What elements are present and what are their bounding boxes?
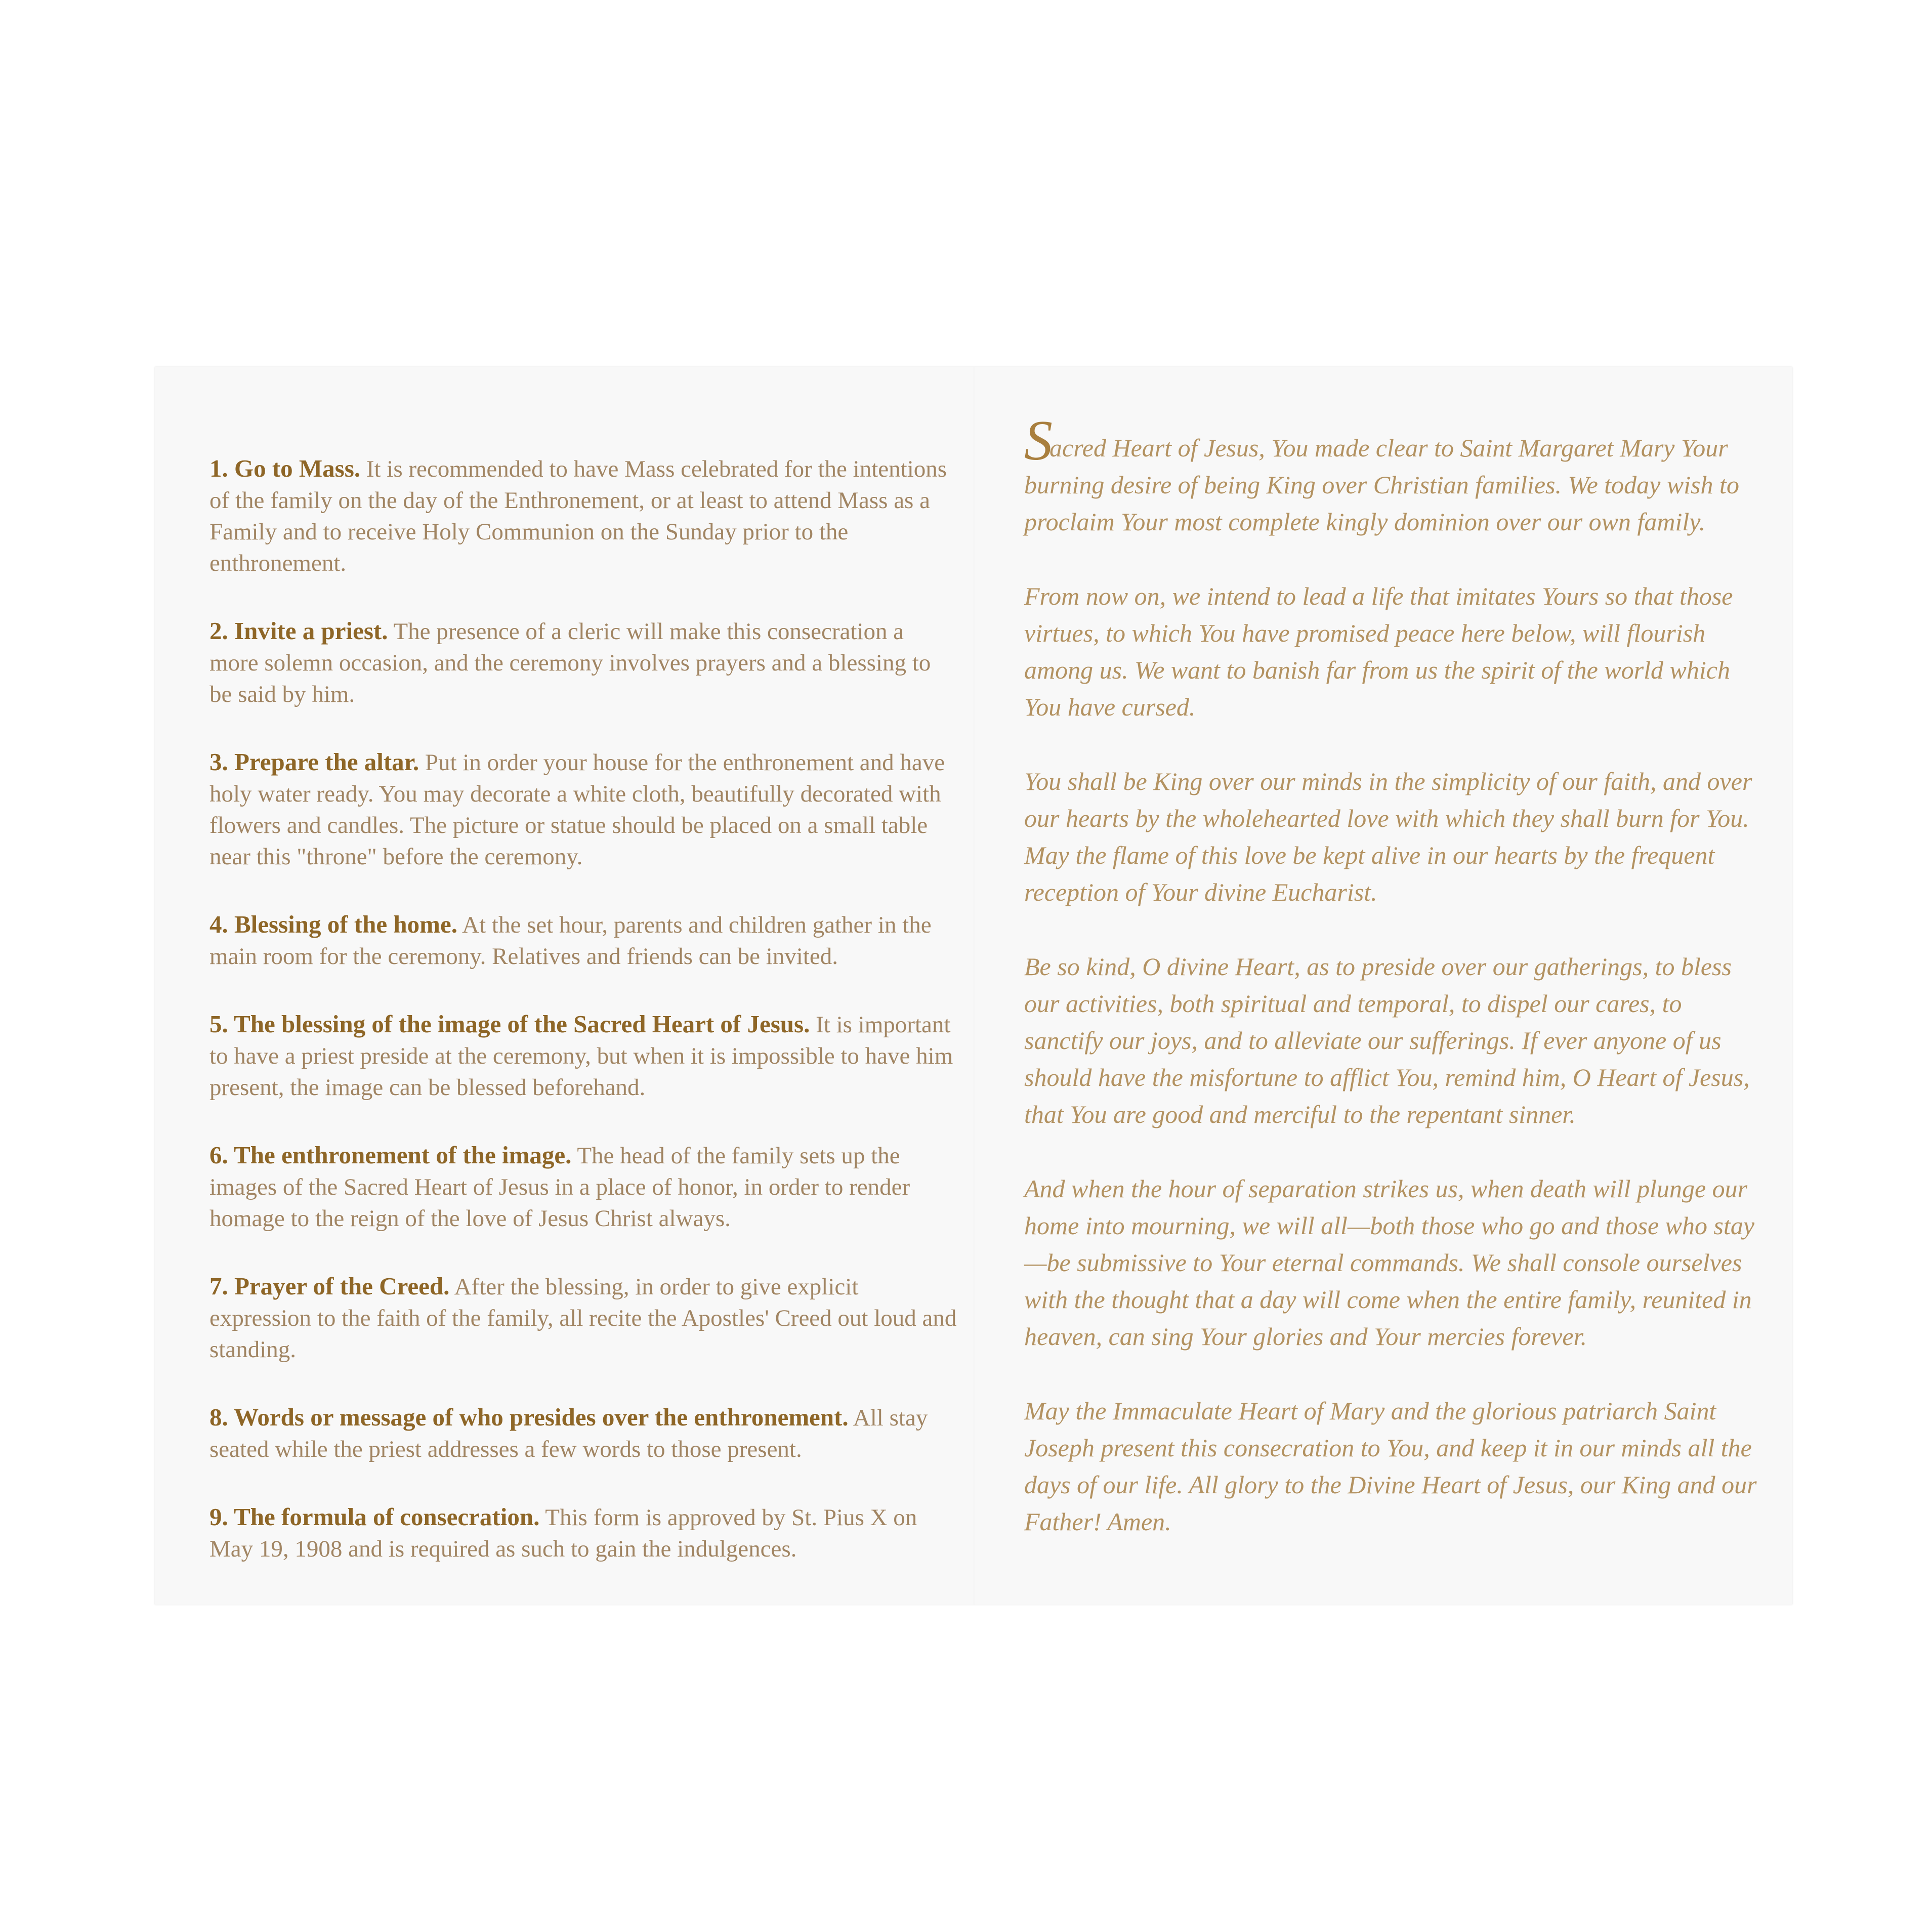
step-heading: 4. Blessing of the home. bbox=[209, 910, 457, 938]
instructions-panel bbox=[209, 367, 958, 1605]
step-text: The presence of a cleric will make this consecration a more solemn occasion, and the ceremony involves prayers and a blessing to be said by him. bbox=[209, 618, 931, 707]
step-heading: 2. Invite a priest. bbox=[209, 617, 388, 645]
step-text: It is recommended to have Mass celebrated for the intentions of the family on the day of the Enthronement, or at least to attend Mass as a Family and to receive Holy Communion on the Sunday prior to the enthronement. bbox=[209, 456, 947, 576]
prayer-paragraph-6: May the Immaculate Heart of Mary and the glorious patriarch Saint Joseph present this consecration to You, and keep it in our minds all the days of our life. All glory to the Divine Heart of Jesus, our King and our Father! Amen. bbox=[1024, 1397, 1757, 1536]
step-9 bbox=[209, 1501, 958, 1565]
step-7 bbox=[209, 1271, 958, 1365]
prayer-text: acred Heart of Jesus, You made clear to Saint Margaret Mary Your burning desire of being King over Christian families. We today wish to proclaim Your most complete kingly dominion over our own family. bbox=[1024, 434, 1739, 536]
step-5 bbox=[209, 1009, 958, 1103]
step-1 bbox=[209, 453, 958, 579]
step-heading: 3. Prepare the altar. bbox=[209, 748, 419, 776]
step-heading: 9. The formula of consecration. bbox=[209, 1503, 540, 1531]
step-text: This form is approved by St. Pius X on May 19, 1908 and is required as such to gain the indulgences. bbox=[209, 1504, 917, 1562]
step-text: At the set hour, parents and children gather in the main room for the ceremony. Relatives and friends can be invited. bbox=[209, 912, 932, 970]
step-8 bbox=[209, 1402, 958, 1465]
step-text: After the blessing, in order to give explicit expression to the faith of the family, all recite the Apostles' Creed out loud and standing. bbox=[209, 1274, 957, 1363]
prayer-paragraph-5: And when the hour of separation strikes us, when death will plunge our home into mourning, we will all—both those who go and those who stay—be submissive to Your eternal commands. We shall console ourselves with the thought that a day will come when the entire family, reunited in heaven, can sing Your glories and Your mercies forever. bbox=[1024, 1174, 1755, 1351]
prayer-paragraph-2: From now on, we intend to lead a life that imitates Yours so that those virtues, to which You have promised peace here below, will flourish among us. We want to banish far from us the spirit of the world which You have cursed. bbox=[1024, 582, 1733, 721]
step-heading: 1. Go to Mass. bbox=[209, 454, 361, 482]
step-heading: 8. Words or message of who presides over the enthronement. bbox=[209, 1403, 849, 1431]
step-text: All stay seated while the priest addresses a few words to those present. bbox=[209, 1405, 928, 1462]
prayer-card bbox=[155, 367, 1792, 1605]
step-heading: 6. The enthronement of the image. bbox=[209, 1141, 572, 1169]
step-text: It is important to have a priest preside at the ceremony, but when it is impossible to have him present, the image can be blessed beforehand. bbox=[209, 1012, 953, 1101]
step-4 bbox=[209, 909, 958, 972]
step-heading: 5. The blessing of the image of the Sacred Heart of Jesus. bbox=[209, 1010, 810, 1038]
card-fold bbox=[974, 367, 975, 1605]
step-heading: 7. Prayer of the Creed. bbox=[209, 1272, 450, 1300]
decorative-initial: S bbox=[1024, 409, 1053, 472]
step-text: The head of the family sets up the images of the Sacred Heart of Jesus in a place of honor, in order to render homage to the reign of the love of Jesus Christ always. bbox=[209, 1143, 910, 1232]
prayer-paragraph-3: You shall be King over our minds in the simplicity of our faith, and over our hearts by the wholehearted love with which they shall burn for You. May the flame of this love be kept alive in our hearts by the frequent reception of Your divine Eucharist. bbox=[1024, 767, 1752, 906]
consecration-prayer-panel bbox=[1024, 367, 1763, 1605]
step-6 bbox=[209, 1140, 958, 1234]
prayer-paragraph-4: Be so kind, O divine Heart, as to preside over our gatherings, to bless our activities, both spiritual and temporal, to dispel our cares, to sanctify our joys, and to alleviate our sufferings. If ever anyone of us should have the misfortune to afflict You, remind him, O Heart of Jesus, that You are good and merciful to the repentant sinner. bbox=[1024, 952, 1750, 1128]
step-text: Put in order your house for the enthronement and have holy water ready. You may decorate a white cloth, beautifully decorated with flowers and candles. The picture or statue should be placed on a small table near this "throne" before the ceremony. bbox=[209, 749, 945, 870]
prayer-paragraph-1 bbox=[1024, 409, 1763, 540]
step-3 bbox=[209, 746, 958, 872]
step-2 bbox=[209, 615, 958, 710]
